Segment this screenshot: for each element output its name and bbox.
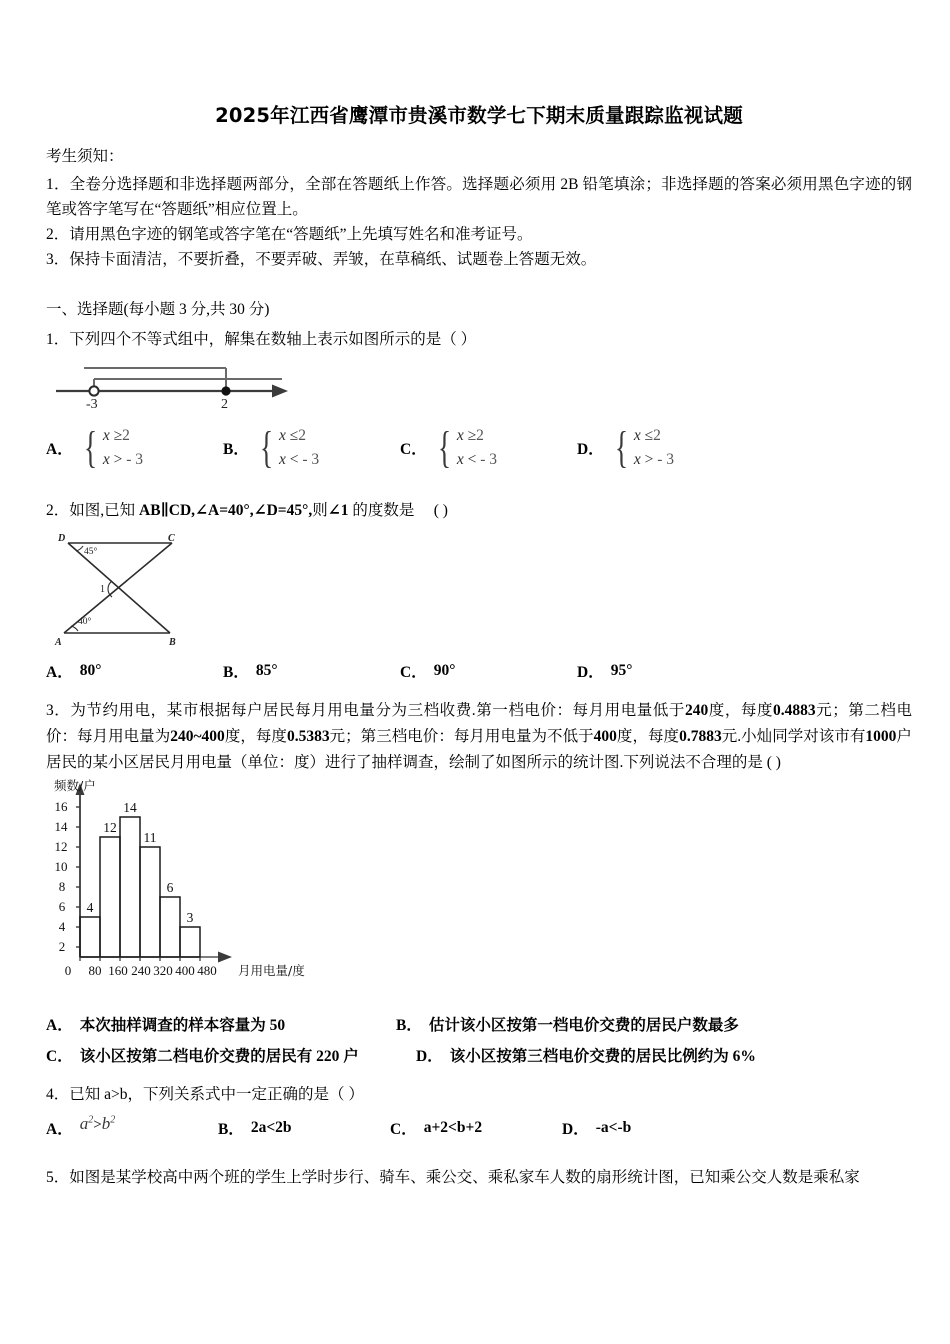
- geo-angle-d-label: 45°: [84, 547, 98, 558]
- geometry-svg: [50, 529, 200, 647]
- geo-angle-a-label: 40°: [78, 617, 92, 628]
- bar-value-0: 4: [86, 900, 94, 916]
- q3-part-4: 元；第二档电价：每月用电量为: [46, 702, 912, 746]
- notice-item-2: 2．请用黑色字迹的钢笔或答字笔在“答题纸”上先填写姓名和准考证号。: [46, 225, 533, 243]
- q3-part-3: 0.4883: [773, 702, 816, 720]
- number-line-label-2: 2: [221, 396, 228, 411]
- question-4-option-a[interactable]: [46, 1114, 218, 1139]
- x-tick-240: 240: [131, 963, 151, 979]
- inequality-line-1: x ≥2: [456, 426, 484, 444]
- q3-answer-paren: ( ): [766, 753, 781, 771]
- question-2-option-a[interactable]: [46, 660, 223, 682]
- notice-item-1: 1．全卷分选择题和非选择题两部分，全部在答题纸上作答。选择题必须用 2B 铅笔填涂；非选择题的答案必须用黑色字迹的钢笔或答字笔写在“答题纸”相应位置上。: [46, 175, 912, 218]
- question-5-number: 5．: [46, 1169, 70, 1187]
- svg-text:12: 12: [54, 839, 68, 855]
- y-axis-ticks: [55, 799, 81, 954]
- question-2-option-b[interactable]: [223, 660, 400, 682]
- geo-label-D: D: [58, 533, 66, 545]
- question-2-answer-paren: ( ): [433, 501, 448, 519]
- bar-value-1: 12: [103, 820, 117, 836]
- histogram-bars: [80, 800, 200, 957]
- option-label: D．: [562, 1121, 589, 1139]
- option-label: A．: [46, 664, 73, 682]
- question-4-stem: [46, 1082, 912, 1108]
- geo-angle-1-label: 1: [100, 584, 105, 596]
- option-label: C．: [400, 440, 427, 458]
- svg-text:8: 8: [58, 879, 66, 895]
- option-text: 85°: [255, 662, 278, 680]
- question-1-stem: [46, 327, 912, 353]
- math-exp-2: 2: [110, 1114, 116, 1126]
- bar-value-2: 14: [123, 800, 137, 816]
- question-2-text-d: ∠1: [327, 501, 349, 519]
- notice-item-3: 3．保持卡面清洁，不要折叠，不要弄破、弄皱，在草稿纸、试题卷上答题无效。: [46, 250, 597, 268]
- question-2-text-b: AB∥CD,∠A=40°,∠D=45°,: [139, 501, 313, 519]
- option-text: 该小区按第三档电价交费的居民比例约为 6%: [449, 1048, 756, 1066]
- q3-part-2: 度，每度: [708, 702, 774, 720]
- q3-part-9: 400: [593, 728, 617, 746]
- question-5-text: 如图是某学校高中两个班的学生上学时步行、骑车、乘公交、乘私家车人数的扇形统计图，已知乘公交人数是乘私家: [69, 1169, 860, 1187]
- x-tick-480: 480: [197, 963, 217, 979]
- x-axis-ticks: [65, 957, 217, 978]
- left-brace-icon: {: [83, 423, 97, 472]
- inequality-system: [80, 424, 143, 472]
- option-label: C．: [390, 1121, 417, 1139]
- q3-part-11: 0.7883: [679, 728, 722, 746]
- left-brace-icon: {: [437, 423, 451, 472]
- q3-part-0: 为节约用电，某市根据每户居民每月用电量分为三档收费.第一档电价：每月用电量低于: [70, 702, 685, 720]
- option-label: D．: [416, 1048, 443, 1066]
- question-4-option-d[interactable]: [562, 1117, 631, 1139]
- bar-value-5: 3: [186, 910, 194, 926]
- option-text: -a<-b: [595, 1119, 632, 1137]
- option-label: B．: [396, 1017, 422, 1035]
- math-relation: >: [93, 1117, 102, 1134]
- left-brace-icon: {: [259, 423, 273, 472]
- number-line-label-neg3: -3: [86, 396, 98, 411]
- question-4-options: [46, 1114, 912, 1139]
- q3-part-6: 度，每度: [224, 728, 287, 746]
- option-text: 80°: [79, 662, 102, 680]
- option-text: a+2<b+2: [423, 1119, 483, 1137]
- option-label: D．: [577, 664, 604, 682]
- question-2-options: [46, 660, 912, 682]
- option-label: C．: [400, 664, 427, 682]
- option-text: 本次抽样调查的样本容量为 50: [79, 1017, 286, 1035]
- question-2-geometry-figure: [50, 529, 200, 647]
- chart-y-axis-title: 频数/户: [54, 779, 96, 794]
- histogram-svg: [50, 779, 360, 991]
- question-1-option-a[interactable]: [46, 424, 223, 472]
- option-text: 估计该小区按第一档电价交费的居民户数最多: [428, 1017, 739, 1035]
- option-label: B．: [223, 664, 249, 682]
- inequality-line-2: x > - 3: [102, 450, 144, 468]
- svg-text:4: 4: [58, 919, 66, 935]
- number-line-svg: [54, 359, 294, 411]
- question-2-option-d[interactable]: [577, 660, 632, 682]
- option-text: 95°: [610, 662, 633, 680]
- notice-heading: 考生须知：: [46, 148, 124, 166]
- question-3-options-row-1: [46, 1013, 912, 1035]
- question-2-text-c: 则: [312, 501, 328, 519]
- math-base-2: b: [101, 1114, 111, 1134]
- inequality-line-2: x < - 3: [278, 450, 320, 468]
- inequality-system: [256, 424, 319, 472]
- inequality-system: [434, 424, 497, 472]
- q3-part-13: 1000: [865, 728, 897, 746]
- question-3-options-row-2: [46, 1044, 912, 1066]
- q3-part-5: 240~400: [170, 728, 225, 746]
- math-base-1: a: [79, 1114, 89, 1134]
- x-tick-80: 80: [88, 963, 102, 979]
- option-label: B．: [223, 440, 249, 458]
- svg-text:2: 2: [58, 939, 66, 955]
- svg-text:10: 10: [54, 859, 68, 875]
- svg-text:16: 16: [54, 799, 68, 815]
- question-3-option-c[interactable]: [46, 1044, 416, 1066]
- x-tick-400: 400: [175, 963, 195, 979]
- bar-value-4: 6: [166, 880, 174, 896]
- page-title: 2025年江西省鹰潭市贵溪市数学七下期末质量跟踪监视试题: [215, 104, 743, 127]
- question-2-text-e: 的度数是: [348, 501, 415, 519]
- question-4-option-c[interactable]: [390, 1117, 562, 1139]
- question-1-options: [46, 424, 912, 472]
- x-tick-320: 320: [153, 963, 173, 979]
- question-4-text: 已知 a>b，下列关系式中一定正确的是（ ）: [69, 1086, 364, 1104]
- svg-text:6: 6: [58, 899, 66, 915]
- question-3-option-d[interactable]: [416, 1044, 756, 1066]
- q3-part-7: 0.5383: [286, 728, 330, 746]
- question-1-number: 1．: [46, 330, 70, 348]
- question-4-option-b[interactable]: [218, 1117, 390, 1139]
- option-label: A．: [46, 1121, 73, 1139]
- section-heading-multiple-choice: 一、选择题(每小题 3 分,共 30 分): [46, 301, 270, 319]
- question-3-option-a[interactable]: [46, 1013, 396, 1035]
- geo-label-B: B: [169, 637, 176, 648]
- question-1-number-line-figure: [54, 359, 294, 411]
- option-text: 90°: [433, 662, 456, 680]
- question-3-number: 3．: [46, 702, 71, 720]
- option-text: 2a<2b: [250, 1119, 292, 1137]
- option-label: C．: [46, 1048, 73, 1066]
- question-3-stem: [46, 698, 912, 775]
- question-2-stem: [46, 498, 912, 524]
- option-label: D．: [577, 440, 604, 458]
- q3-part-12: 元.小灿同学对该市有: [721, 728, 866, 746]
- inequality-line-2: x > - 3: [633, 450, 675, 468]
- chart-x-axis-title: 月用电量/度: [238, 963, 305, 979]
- question-1-option-b[interactable]: [223, 424, 400, 472]
- option-text: 该小区按第二档电价交费的居民有 220 户: [79, 1048, 359, 1066]
- left-brace-icon: {: [614, 423, 628, 472]
- inequality-line-1: x ≥2: [102, 426, 130, 444]
- option-label: A．: [46, 440, 73, 458]
- inequality-line-1: x ≤2: [278, 426, 306, 444]
- x-tick-160: 160: [108, 963, 128, 979]
- question-2-text-a: 如图,已知: [69, 501, 140, 519]
- geo-label-C: C: [168, 533, 175, 545]
- inequality-system: [611, 424, 674, 472]
- q3-part-8: 元；第三档电价：每月用电量为不低于: [329, 728, 594, 746]
- math-exp-1: 2: [88, 1114, 94, 1126]
- question-2-number: 2．: [46, 501, 70, 519]
- question-1-option-c[interactable]: [400, 424, 577, 472]
- question-3-option-b[interactable]: [396, 1013, 739, 1035]
- option-label: B．: [218, 1121, 244, 1139]
- svg-text:14: 14: [54, 819, 68, 835]
- q3-part-14: 户居民的某小区居民月用电量（单位：度）进行了抽样调查，绘制了如图所示的统计图.下列说法不合理的是: [46, 728, 912, 771]
- question-3-histogram: [50, 779, 360, 991]
- question-1-option-d[interactable]: [577, 424, 674, 472]
- geo-label-A: A: [55, 637, 62, 648]
- inequality-line-1: x ≤2: [633, 426, 661, 444]
- question-2-option-c[interactable]: [400, 660, 577, 682]
- question-1-text: 下列四个不等式组中，解集在数轴上表示如图所示的是（ ）: [69, 330, 477, 348]
- question-5-stem: [46, 1165, 912, 1191]
- x-tick-0: 0: [64, 963, 72, 979]
- question-4-number: 4．: [46, 1086, 70, 1104]
- q3-part-10: 度，每度: [616, 728, 680, 746]
- option-math-expression: [80, 1114, 116, 1134]
- bar-value-3: 11: [143, 830, 157, 846]
- q3-part-1: 240: [684, 702, 709, 720]
- inequality-line-2: x < - 3: [456, 450, 498, 468]
- option-label: A．: [46, 1017, 73, 1035]
- page-content: [46, 104, 912, 1191]
